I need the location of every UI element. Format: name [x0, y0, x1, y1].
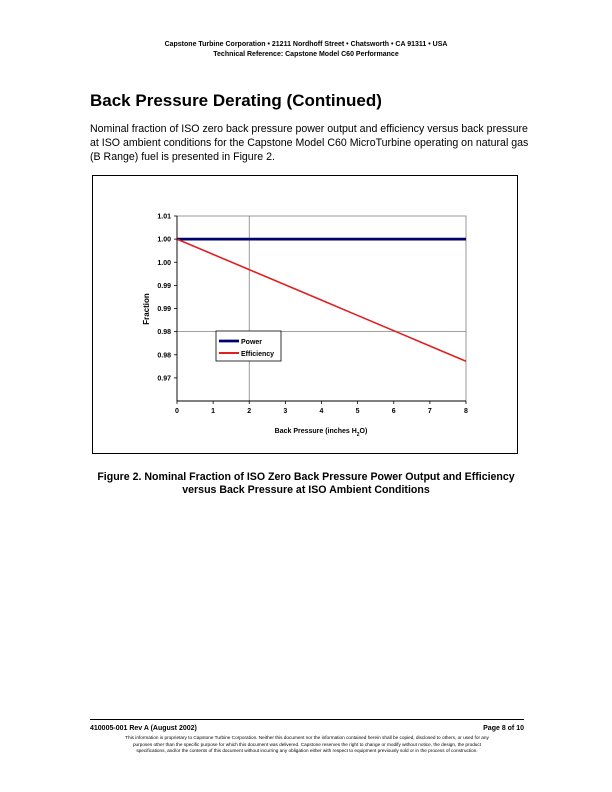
y-axis-title: Fraction	[142, 293, 151, 325]
legend-power-label: Power	[241, 339, 263, 346]
y-tick-label: 0.98	[157, 352, 171, 360]
x-tick-label: 1	[211, 408, 216, 415]
legend-efficiency-label: Efficiency	[241, 351, 275, 358]
x-tick-label: 8	[464, 408, 468, 415]
y-tick-label: 1.01	[157, 213, 171, 221]
y-tick-label: 1.00	[157, 236, 171, 244]
x-tick-label: 3	[283, 408, 288, 415]
y-tick-label: 0.99	[157, 282, 171, 290]
page-header	[0, 40, 612, 60]
line-chart	[93, 176, 519, 455]
y-tick-label: 0.99	[157, 306, 171, 313]
document-id: 410005-001 Rev A (August 2002)	[90, 725, 197, 732]
page-number: Page 8 of 10	[483, 725, 524, 732]
footer-rule	[90, 719, 524, 720]
x-tick-label: 4	[319, 408, 324, 415]
x-tick-label: 0	[175, 408, 179, 415]
x-tick-label: 5	[355, 408, 360, 415]
header-reference-line: Technical Reference: Capstone Model C60 Performance	[213, 51, 399, 58]
plot-area	[177, 216, 466, 401]
legend	[216, 331, 281, 361]
intro-paragraph: Nominal fraction of ISO zero back pressure power output and efficiency versus back pressure at ISO ambient conditions for the Capstone Model C60 MicroTurbine operating on natural gas (B Range) fuel is presented in Figure 2.	[90, 123, 529, 163]
figure-caption-line-2: versus Back Pressure at ISO Ambient Conditions	[182, 484, 430, 496]
proprietary-notice	[90, 735, 524, 755]
notice-line-2: purposes other than the specific purpose for which this document was delivered. Capstone reserves the right to change or modify without notice, the design, the product	[132, 741, 482, 747]
notice-line-1: This information is proprietary to Capstone Turbine Corporation. Neither this document nor the information contained herein shall be copied, disclosed to others, or used for any	[125, 735, 489, 740]
figure-caption-line-1: Figure 2. Nominal Fraction of ISO Zero Back Pressure Power Output and Efficiency	[97, 471, 515, 483]
x-tick-label: 2	[247, 408, 252, 415]
figure-caption	[90, 471, 522, 497]
y-tick-label: 0.98	[157, 329, 171, 337]
y-tick-label: 1.00	[157, 259, 171, 267]
x-tick-label: 7	[427, 408, 432, 415]
x-tick-label: 6	[391, 408, 396, 415]
header-company-line: Capstone Turbine Corporation • 21211 Nordhoff Street • Chatsworth • CA 91311 • USA	[164, 41, 448, 48]
section-title: Back Pressure Derating (Continued)	[90, 91, 382, 110]
figure-frame	[92, 175, 518, 454]
y-tick-label: 0.97	[157, 375, 171, 383]
notice-line-3: specifications, and/or the contents of this document without incurring any obligation either with respect to equipment previously sold or in the process of construction.	[136, 748, 478, 753]
x-axis-title: Back Pressure (inches $H_2O$)	[274, 428, 368, 438]
